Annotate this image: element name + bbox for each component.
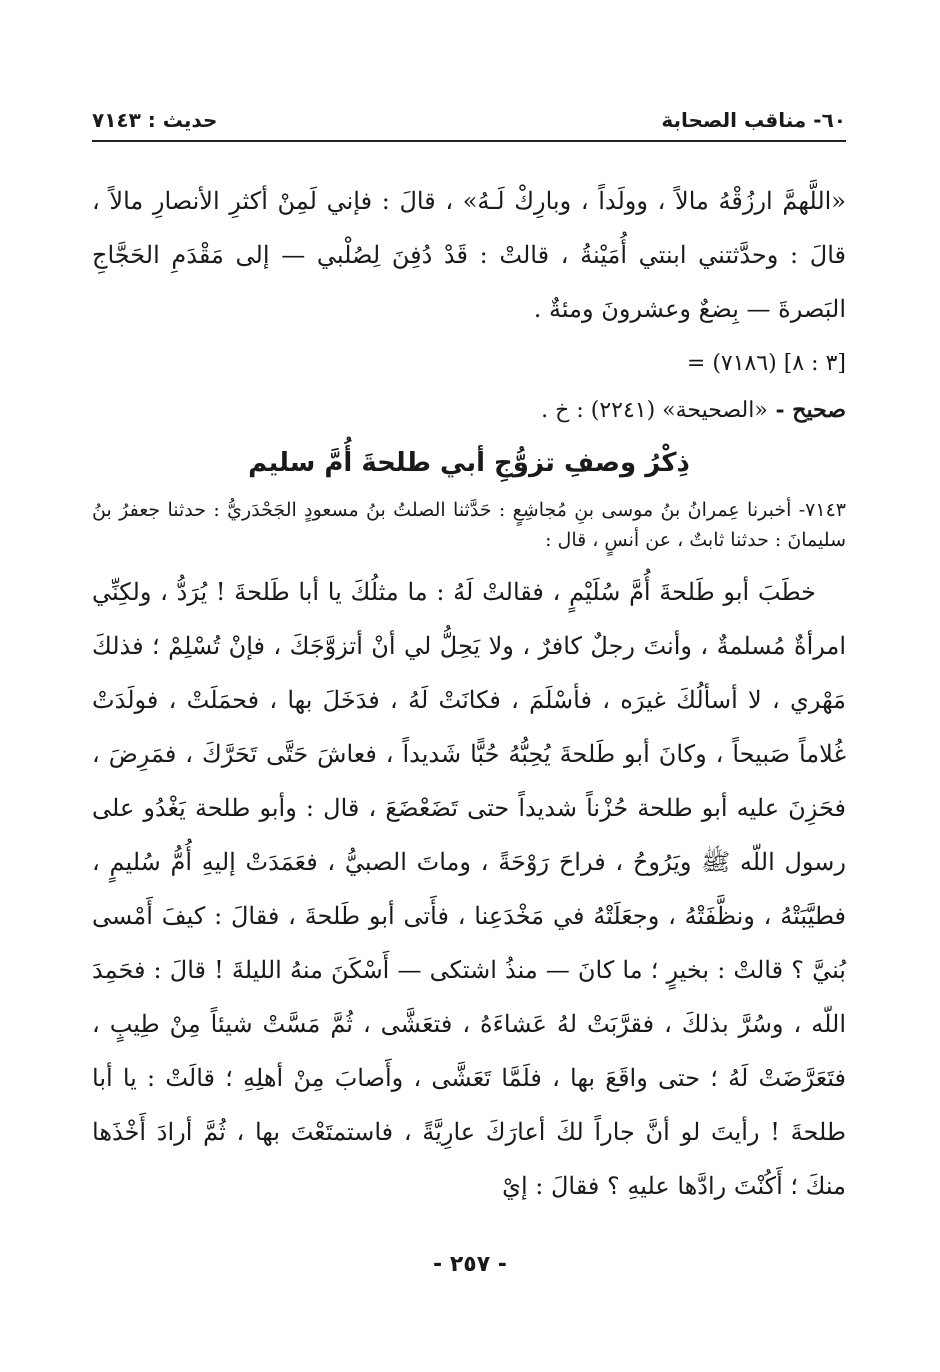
grade-source: «الصحيحة» (٢٢٤١) : خ . xyxy=(541,398,768,423)
hadith-isnad: ٧١٤٣- أخبرنا عِمرانُ بنُ موسى بنِ مُجاشِعٍ : حَدَّثنا الصلتُ بنُ مسعودٍ الجَحْدَريُّ : حدثنا جعفرُ بنُ سليمانَ : حدثنا ثابتٌ ، عن أنسٍ ، قال : xyxy=(92,499,846,551)
page-header xyxy=(92,100,846,142)
hadith-matn: خطَبَ أبو طَلحةَ أُمَّ سُلَيْمٍ ، فقالتْ لَهُ : ما مثلُكَ يا أبا طَلحةَ ! يُرَدُّ ، ولكِنِّي امرأةٌ مُسلمةٌ ، وأنتَ رجلٌ كافرٌ ، ولا يَحِلُّ لي أنْ أتزوَّجَكَ ، فإنْ تُسْلِمْ ؛ فذلكَ مَهْري ، لا أسألُكَ غيرَه ، فأسْلَمَ ، فكانَتْ لَهُ ، فدَخَلَ بها ، فحمَلَتْ ، فولَدَتْ غُلاماً صَبيحاً ، وكانَ أبو طَلحةَ يُحِبُّهُ حُبًّا شَديداً ، فعاشَ حَتَّى تَحَرَّكَ ، فمَرِضَ ، فحَزِنَ عليه أبو طلحة حُزْناً شديداً حتى تَضَعْضَعَ ، قال : وأبو طلحة يَغْدُو على رسول اللّه ﷺ ويَرُوحُ ، فراحَ رَوْحَةً ، وماتَ الصبيُّ ، فعَمَدَتْ إليهِ أُمُّ سُليمٍ ، فطيَّبَتْهُ ، ونظَّفَتْهُ ، وجعَلَتْهُ في مَخْدَعِنا ، فأَتى أبو طَلحةَ ، فقالَ : كيفَ أَمْسى بُنيَّ ؟ قالتْ : بخيرٍ ؛ ما كانَ — منذُ اشتكى — أَسْكَنَ منهُ الليلةَ ! قالَ : فحَمِدَ اللّه ، وسُرَّ بذلكَ ، فقرَّبَتْ لهُ عَشاءَهُ ، فتعَشَّى ، ثُمَّ مَسَّتْ شيئاً مِنْ طِيبٍ ، فتَعَرَّضَتْ لَهُ ؛ حتى واقَعَ بها ، فلَمَّا تَعَشَّى ، وأَصابَ مِنْ أهلِهِ ؛ قالَتْ : يا أبا طلحةَ ! رأيتَ لو أنَّ جاراً لكَ أعارَكَ عارِيَّةً ، فاستمتَعْتَ بها ، ثُمَّ أرادَ أَخْذَها منكَ ؛ أَكُنْتَ رادَّها عليهِ ؟ فقالَ : إيْ xyxy=(92,578,846,1200)
authenticity-grade xyxy=(92,386,846,435)
hadith-reference: حديث : ٧١٤٣ xyxy=(92,108,218,132)
cross-reference xyxy=(92,342,846,386)
page-number: - ٢٥٧ - xyxy=(433,1252,507,1277)
chapter-title: ٦٠- مناقب الصحابة xyxy=(661,108,846,132)
previous-hadith-text: «اللَّهمَّ ارزُقْهُ مالاً ، وولَداً ، وبارِكْ لَـهُ» ، قالَ : فإني لَمِنْ أكثرِ الأنصارِ مالاً ، قالَ : وحدَّثتني ابنتي أُمَيْنةُ ، قالتْ : قَدْ دُفِنَ لِصُلْبي — إلى مَقْدَمِ الحَجَّاجِ البَصرةَ — بِضعٌ وعشرونَ ومئةٌ . xyxy=(92,187,846,323)
grade-label: صحيح - xyxy=(775,397,846,423)
page-body xyxy=(92,174,846,1213)
cross-reference-text: = (٧١٨٦) [٣ : ٨] xyxy=(686,351,846,376)
section-title: ذِكْرُ وصفِ تزوُّجِ أبي طلحةَ أُمَّ سليم xyxy=(248,448,690,478)
